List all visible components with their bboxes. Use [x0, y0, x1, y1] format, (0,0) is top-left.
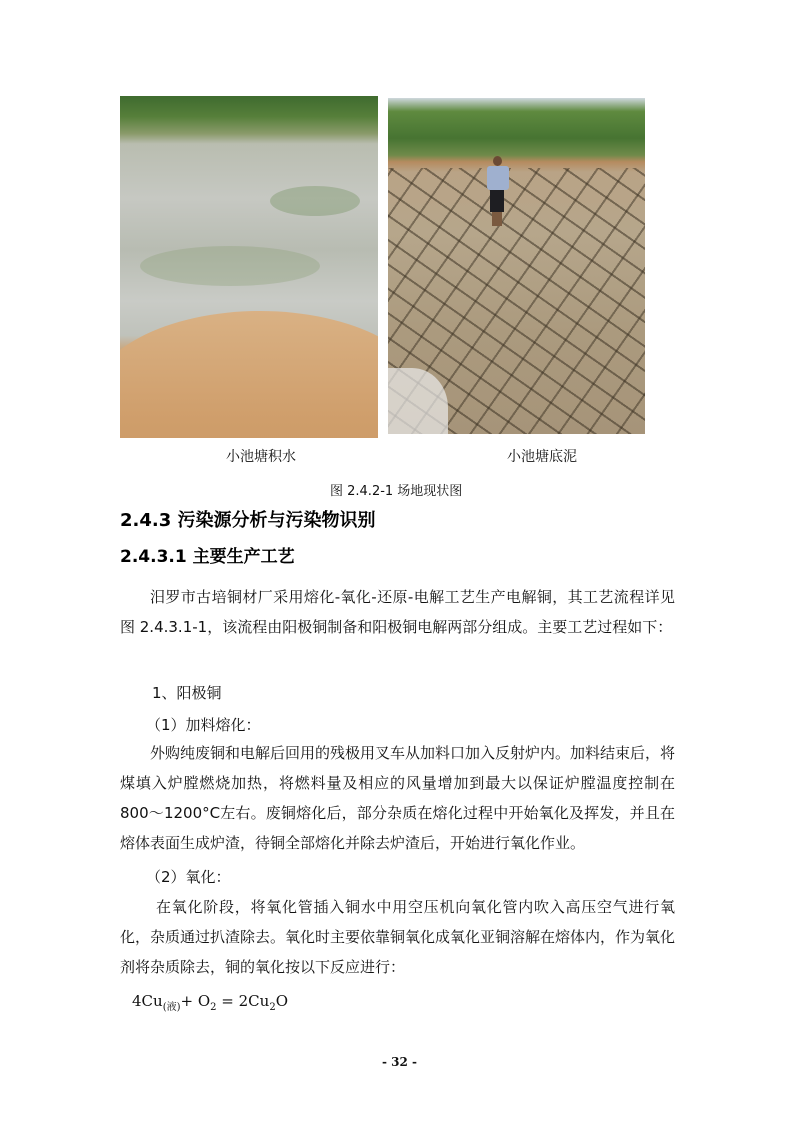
- mud-bank: [120, 311, 378, 438]
- algae-patch: [270, 186, 360, 216]
- figure-caption: 图 2.4.2-1 场地现状图: [330, 484, 463, 499]
- sub-item-feeding-melting: （1）加料熔化：: [146, 716, 261, 734]
- paragraph-process-intro: 汨罗市古培铜材厂采用熔化-氧化-还原-电解工艺生产电解铜，其工艺流程详见图 2.4.3.1-1，该流程由阳极铜制备和阳极铜电解两部分组成。主要工艺过程如下：: [120, 588, 675, 636]
- photo-pond-sediment: [388, 98, 645, 434]
- sub-item-oxidation: （2）氧化：: [146, 868, 231, 886]
- water-patch: [140, 246, 320, 286]
- photo-pond-water: [120, 96, 378, 438]
- person-figure: [485, 156, 509, 226]
- chemical-equation: $4Cu_{(液)}+ O_2 = 2Cu_2O$: [132, 992, 288, 1013]
- list-item-anode-copper: 1、阳极铜: [152, 684, 222, 702]
- subsection-heading: 2.4.3.1 主要生产工艺: [120, 547, 295, 567]
- paragraph-melting: 外购纯废铜和电解后回用的残极用叉车从加料口加入反射炉内。加料结束后，将煤填入炉膛燃烧加热，将燃料量及相应的风量增加到最大以保证炉膛温度控制在 800～1200°C左右。废铜熔化后，部分杂质在熔化过程中开始氧化及挥发，并且在熔体表面生成炉渣，待铜全部熔化并除去炉渣后，开始进行氧化作业。: [120, 744, 676, 852]
- section-heading: 2.4.3 污染源分析与污染物识别: [120, 510, 376, 531]
- page-number: - 32 -: [382, 1055, 418, 1069]
- photo-caption-right: 小池塘底泥: [507, 449, 577, 465]
- photo-caption-left: 小池塘积水: [226, 449, 296, 465]
- paragraph-oxidation: 在氧化阶段，将氧化管插入铜水中用空压机向氧化管内吹入高压空气进行氧化，杂质通过扒渣除去。氧化时主要依靠铜氧化成氧化亚铜溶解在熔体内，作为氧化剂将杂质除去，铜的氧化按以下反应进行：: [120, 898, 676, 976]
